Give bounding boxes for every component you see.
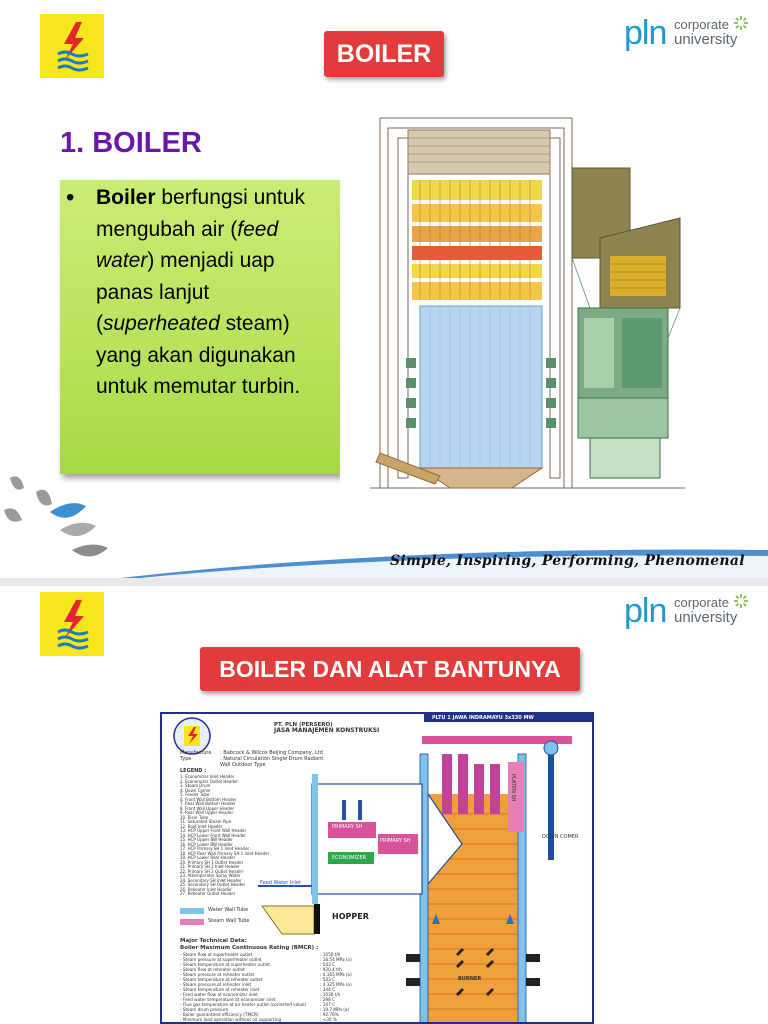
tech-item-value: : 543 C [320, 977, 335, 982]
legend-item: 13. HCP Upper Front Wall Header [180, 828, 247, 833]
legend-item: 14. HCP Lower Front Wall Header [180, 832, 246, 838]
legend-item: 19. HCP Lower Rear Header [180, 855, 236, 860]
legend-item: 1. Economizer Inlet Header [180, 774, 235, 779]
description-text: Boiler berfungsi untuk mengubah air (feed water) menjadi uap panas lanjut (superheated steam) yang akan digunakan untuk memutar turbin. [96, 186, 305, 398]
tech-item-label: - Steam temperature at reheater inlet [180, 987, 260, 992]
tech-item-label: - Steam temperature at reheater outlet [180, 977, 263, 982]
tech-item-label: - Steam pressure at reheater inlet [180, 982, 252, 987]
legend-item: 6. Front Wall Bottom Header [180, 796, 237, 802]
slide-title: BOILER [324, 31, 444, 77]
legend-item: 15. HCP Upper BW Header [180, 837, 233, 842]
legend-item: 25. Secondary SH Outlet Header [180, 882, 246, 887]
tech-item-value: : 19.7 MPa (a) [320, 1007, 350, 1012]
tech-item-value: : 1036 t/h [320, 992, 341, 997]
tagline-text: Simple, Inspiring, Performing, Phenomenal [390, 553, 745, 569]
legend-item: 21. Primary SH 2 Inlet Header [180, 864, 240, 869]
legend-item: 18. HCP Rear Wall Primary SH 1 Inlet Header [180, 850, 270, 856]
sun-icon [734, 16, 748, 30]
tech-item-label: - Steam flow at reheater outlet [180, 967, 245, 972]
legend-item: 24. Secondary SH Inlet Header [180, 877, 242, 883]
legend-item: 9. Rear Wall Upper Header [180, 810, 234, 815]
tech-item-value: : 92.76% [320, 1012, 339, 1017]
tech-item-label: - Steam pressure at superheater outlet [180, 957, 262, 962]
description-box [60, 180, 340, 474]
slide-title: BOILER DAN ALAT BANTUNYA [200, 647, 580, 691]
tech-item-value: : 18.54 MPa (a) [320, 957, 352, 962]
slide-boiler-auxiliaries [0, 586, 768, 1024]
legend-item: 23. Attemperator Spray Water [180, 873, 241, 878]
tech-item-label: - Feed water temperature at economizer inlet [180, 997, 276, 1002]
legend-item: 11. Saturated Steam Pipe [180, 819, 232, 824]
legend-item: 16. HCP Lower BW Header [180, 841, 233, 847]
tech-item-value: : 4.165 MPa (a) [320, 972, 352, 977]
sun-icon [734, 594, 748, 608]
tech-item-value: : 298 C [320, 997, 335, 1002]
tech-item-label: - Minimum load operation without oil supporting [180, 1017, 282, 1022]
tech-item-label: - Steam temperature at superheater outlet [180, 962, 270, 967]
legend-item: 17. HCP Primary SH 1 Inlet Header [180, 846, 250, 851]
tech-item-value: : 344 C [320, 987, 335, 992]
legend-item: 20. Primary SH 1 Outlet Header [180, 859, 244, 865]
legend-item: 8. Front Wall Upper Header [180, 805, 235, 811]
boiler-schematic-diagram: PT. PLN (PERSERO) JASA MANAJEMEN KONSTRUKSI PLTU 1 JAWA INDRAMAYU 3x330 MW Manufacture : Babcock & Wilcox Beijing Company, Ltd Type : Natural Circulation Single Drum Radiant Wall Outdoor Type LEGEND : 1. Economizer Inlet Header 2. Economizer Outlet Header 3. Steam Drum 4. Down Comer 5. Feeder Tube 6. Front Wall Bottom Header 7. Rear Wall Bottom Header 8. Front Wall Upper Header 9. Rear Wall Upper Header 10. Riser Tube 11. Saturated Steam Pipe 12. Roof Inlet Header 13. HCP Upper Front Wall Header 14. HCP Lower Front Wall Header 15. HCP Upper BW Header 16. HCP Lower BW Header 17. HCP Primary SH 1 Inlet Header 18. HCP Rear Wall Primary SH 1 Inlet Header 19. HCP Lower Rear Header 20. Primary SH 1 Outlet Header 21. Primary SH 2 Inlet Header 22. Primary SH 2 Outlet Header 23. Attemperator Spray Water 24. Secondary SH Inlet Header 25. Secondary SH Outlet Header 26. Reheater Inlet Header 27. Reheater Outlet Header Water Wall Tube Steam Wall Tube PRIMARY SH ECONOMIZER PRIMARY SH HOPPER Feed Water Inlet PLATEN SH DOWN COMER BURNER Major Technical Data: Boiler Maximum Continuous Rating (BMCR) : - Steam flow at superheater outlet : 1050 t/h - Steam pressure at superheater outlet : 18.54 MPa (a) - Steam temperature at superheater outlet : 543 C - Steam flow at reheater outlet : 920.4 t/h - Steam pressure at reheater outlet : 4.165 MPa (a) - Steam temperature at reheater outlet : 543 C - Steam pressure at reheater inlet : 4.325 MPa (a) - Steam temperature at reheater inlet : 344 C - Feed water flow at economizer inlet : 1036 t/h - Feed water temperature at economizer inlet : 298 C - Flue gas temperature at air heater outlet (corrected value) : 147 C - Steam drum pressure : 19.7 MPa (a) - Boiler guaranteed efficiency (TMCR) : 92.76% - Minimum load operation without oil supporting : <30 % [160, 712, 594, 1024]
tech-item-value: : 920.4 t/h [320, 967, 342, 972]
legend-item: 7. Rear Wall Bottom Header [180, 801, 236, 806]
bullet-icon: • [66, 184, 75, 211]
legend-item: 12. Roof Inlet Header [180, 823, 223, 829]
tech-item-value: : 4.325 MPa (a) [320, 982, 352, 987]
tech-item-label: - Steam pressure at reheater outlet [180, 972, 255, 977]
tech-item-label: - Steam drum pressure [180, 1007, 229, 1012]
legend-item: 4. Down Comer [180, 787, 211, 793]
legend-item: 3. Steam Drum [180, 783, 211, 788]
legend-item: 2. Economizer Outlet Header [180, 778, 238, 784]
tech-item-value: : 147 C [320, 1002, 335, 1007]
legend-item: 26. Reheater Inlet Header [180, 886, 232, 892]
tech-item-label: - Steam flow at superheater outlet [180, 952, 253, 957]
legend-item: 10. Riser Tube [180, 814, 209, 820]
tech-item-label: - Boiler guaranteed efficiency (TMCR) [180, 1012, 259, 1017]
tech-item-value: : <30 % [320, 1017, 337, 1022]
pln-logo [40, 14, 104, 78]
pln-corporate-university-logo: pln corporate university [624, 12, 764, 56]
boiler-cross-section-image [340, 108, 740, 498]
tech-item-label: - Flue gas temperature at air heater outlet (corrected value) [180, 1002, 307, 1007]
section-heading: 1. BOILER [60, 127, 202, 159]
tech-item-value: : 1050 t/h [320, 952, 341, 957]
pln-corporate-university-logo: pln corporate university [624, 590, 764, 634]
legend-item: 27. Reheater Outlet Header [180, 891, 236, 896]
slide-separator [0, 578, 768, 586]
legend-item: 5. Feeder Tube [180, 792, 210, 797]
tech-item-label: - Feed water flow at economizer inlet [180, 992, 258, 997]
tech-item-value: : 543 C [320, 962, 335, 967]
legend-item: 22. Primary SH 2 Outlet Header [180, 868, 244, 874]
pln-logo [40, 592, 104, 656]
